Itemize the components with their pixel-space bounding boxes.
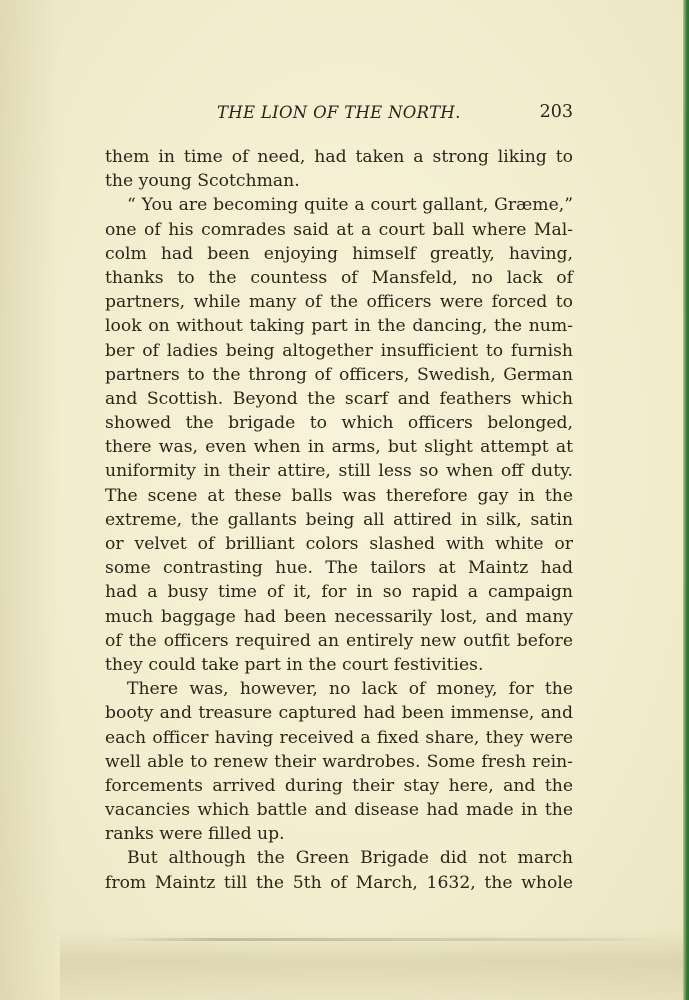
text-line: and Scottish. Beyond the scarf and feathers which: [105, 388, 573, 409]
text-line: had a busy time of it, for in so rapid a campaign: [105, 582, 573, 603]
page-number: 203: [539, 102, 573, 122]
text-line: ber of ladies being altogether insufficient to furnish: [105, 340, 573, 361]
text-line: each officer having received a fixed share, they were: [105, 727, 573, 748]
text-line: from Maintz till the 5th of March, 1632, the whole: [105, 872, 573, 893]
running-head: THE LION OF THE NORTH.: [217, 103, 461, 122]
text-line: one of his comrades said at a court ball where Mal-: [105, 219, 573, 240]
page-header: [105, 101, 573, 125]
text-line: partners, while many of the officers were forced to: [105, 292, 573, 313]
text-line: extreme, the gallants being all attired in silk, satin: [105, 509, 573, 530]
text-line: them in time of need, had taken a strong liking to: [105, 147, 573, 167]
body-text: [105, 145, 573, 895]
text-line: or velvet of brilliant colors slashed with white or: [105, 534, 573, 554]
text-line: look on without taking part in the dancing, the num-: [105, 316, 573, 337]
text-line: But although the Green Brigade did not march: [127, 848, 573, 869]
text-line: forcements arrived during their stay here, and the: [105, 775, 573, 796]
text-line: booty and treasure captured had been immense, and: [105, 703, 573, 724]
text-line: some contrasting hue. The tailors at Maintz had: [105, 558, 573, 579]
text-line: there was, even when in arms, but slight attempt at: [105, 437, 573, 458]
text-line: vacancies which battle and disease had made in the: [105, 800, 573, 821]
text-line: thanks to the countess of Mansfeld, no lack of: [105, 267, 573, 288]
text-line: much baggage had been necessarily lost, and many: [105, 606, 573, 627]
page-edge: [683, 0, 689, 1000]
text-line: they could take part in the court festivities.: [105, 654, 484, 675]
bottom-rule-mark: [110, 938, 670, 941]
text-line: ranks were filled up.: [105, 824, 285, 845]
text-line: of the officers required an entirely new outfit before: [105, 630, 573, 651]
text-line: showed the brigade to which officers belonged,: [105, 413, 573, 434]
text-line: There was, however, no lack of money, for the: [127, 679, 573, 700]
gutter-shading: [0, 0, 60, 1000]
text-line: the young Scotchman.: [105, 171, 300, 192]
text-line: well able to renew their wardrobes. Some fresh rein-: [105, 751, 573, 772]
text-line: The scene at these balls was therefore gay in the: [105, 485, 573, 506]
text-line: partners to the throng of officers, Swedish, German: [105, 364, 573, 385]
text-line: “ You are becoming quite a court gallant, Græme,”: [127, 195, 573, 216]
text-line: uniformity in their attire, still less so when off duty.: [105, 461, 573, 482]
text-line: colm had been enjoying himself greatly, having,: [105, 243, 573, 264]
